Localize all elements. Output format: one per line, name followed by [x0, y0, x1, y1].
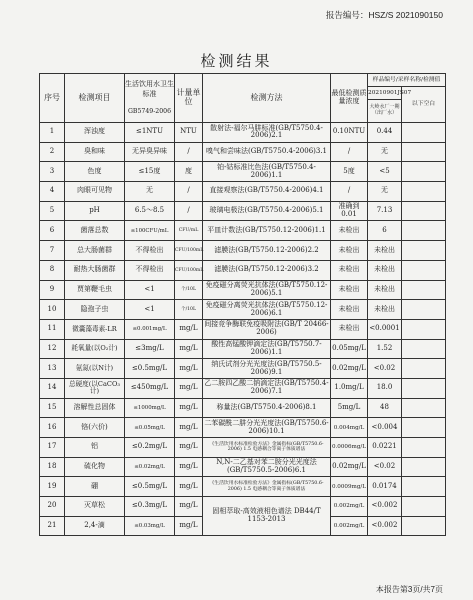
row-item: pH	[65, 201, 125, 221]
row-min-limit: 未检出	[331, 260, 368, 280]
row-limit: ≤1000mg/L	[125, 398, 175, 418]
table-row	[40, 221, 446, 241]
row-min-limit: 0.10NTU	[331, 123, 368, 143]
row-min-limit: /	[331, 142, 368, 162]
row-blank	[402, 182, 446, 202]
row-blank	[402, 162, 446, 182]
row-result: <0.004	[368, 418, 402, 438]
row-limit: ≤450mg/L	[125, 378, 175, 398]
row-no: 18	[40, 457, 65, 477]
header-sample-name: 大岭水厂一期（出厂水）	[368, 100, 402, 123]
row-limit: ≤0.3mg/L	[125, 497, 175, 517]
row-item: 硫化物	[65, 457, 125, 477]
row-no: 13	[40, 359, 65, 379]
row-result: 未检出	[368, 260, 402, 280]
table-row	[40, 182, 446, 202]
row-no: 2	[40, 142, 65, 162]
row-unit: mg/L	[175, 438, 203, 458]
table-row	[40, 300, 446, 320]
row-result: 0.44	[368, 123, 402, 143]
row-limit: ≤0.001mg/L	[125, 319, 175, 339]
row-result: 0.0174	[368, 477, 402, 497]
row-unit: mg/L	[175, 457, 203, 477]
row-no: 12	[40, 339, 65, 359]
row-item: 氨氮(以N计)	[65, 359, 125, 379]
row-item: 肉眼可见物	[65, 182, 125, 202]
row-blank	[402, 201, 446, 221]
row-no: 19	[40, 477, 65, 497]
row-no: 15	[40, 398, 65, 418]
table-row	[40, 123, 446, 143]
table-row	[40, 359, 446, 379]
row-unit: 个/10L	[175, 280, 203, 300]
header-sample-id: 20210901JS07	[368, 87, 402, 100]
row-item: 臭和味	[65, 142, 125, 162]
header-method: 检测方法	[203, 74, 331, 123]
row-blank	[402, 123, 446, 143]
row-method: N,N-二乙基对苯二胺分光光度法(GB/T5750.5-2006)6.1	[203, 457, 331, 477]
table-row	[40, 418, 446, 438]
row-min-limit: 未检出	[331, 300, 368, 320]
row-no: 9	[40, 280, 65, 300]
row-min-limit: 5度	[331, 162, 368, 182]
table-row	[40, 477, 446, 497]
row-min-limit: 0.05mg/L	[331, 339, 368, 359]
row-method: 固相萃取-高效液相色谱法 DB44/T 1153-2013	[203, 497, 331, 536]
row-min-limit: 未检出	[331, 280, 368, 300]
row-result: <0.002	[368, 516, 402, 536]
row-no: 6	[40, 221, 65, 241]
row-min-limit: 未检出	[331, 319, 368, 339]
table-row	[40, 162, 446, 182]
row-item: 菌落总数	[65, 221, 125, 241]
row-unit: CFU/mL	[175, 221, 203, 241]
row-result: 未检出	[368, 280, 402, 300]
row-no: 20	[40, 497, 65, 517]
row-no: 7	[40, 241, 65, 261]
row-method: 免疫磁分离荧光抗体法(GB/T5750.12-2006)5.1	[203, 280, 331, 300]
row-blank	[402, 516, 446, 536]
row-unit: mg/L	[175, 359, 203, 379]
row-limit: <1	[125, 300, 175, 320]
table-row	[40, 142, 446, 162]
row-unit: mg/L	[175, 418, 203, 438]
row-item: 色度	[65, 162, 125, 182]
row-blank	[402, 300, 446, 320]
row-limit: ≤100CFU/mL	[125, 221, 175, 241]
row-unit: mg/L	[175, 319, 203, 339]
row-item: 浑浊度	[65, 123, 125, 143]
row-unit: /	[175, 201, 203, 221]
row-limit: ≤0.5mg/L	[125, 477, 175, 497]
row-blank	[402, 142, 446, 162]
row-min-limit: 0.002mg/L	[331, 497, 368, 517]
row-result: <0.02	[368, 457, 402, 477]
row-unit: /	[175, 142, 203, 162]
row-limit: ≤0.05mg/L	[125, 418, 175, 438]
row-blank	[402, 477, 446, 497]
table-row	[40, 398, 446, 418]
row-method: 散射法-福尔马肼标准(GB/T5750.4-2006)2.1	[203, 123, 331, 143]
header-standard	[125, 74, 175, 123]
row-unit: CFU/100mL	[175, 241, 203, 261]
row-unit: CFU/100mL	[175, 260, 203, 280]
row-min-limit: 0.02mg/L	[331, 359, 368, 379]
row-result: <0.0001	[368, 319, 402, 339]
row-blank	[402, 221, 446, 241]
row-limit: ≤0.2mg/L	[125, 438, 175, 458]
row-limit: ≤1NTU	[125, 123, 175, 143]
row-no: 8	[40, 260, 65, 280]
row-result: 无	[368, 182, 402, 202]
row-no: 1	[40, 123, 65, 143]
header-standard-code: GB5749-2006	[127, 107, 172, 115]
row-result: <0.02	[368, 359, 402, 379]
row-result: <5	[368, 162, 402, 182]
row-limit: 不得检出	[125, 260, 175, 280]
row-limit: ≤15度	[125, 162, 175, 182]
row-blank	[402, 457, 446, 477]
header-blank-note: 以下空白	[402, 87, 446, 123]
header-unit: 计量单位	[175, 74, 203, 123]
row-min-limit: 5mg/L	[331, 398, 368, 418]
row-method: 乙二胺四乙酸二钠滴定法(GB/T5750.4-2006)7.1	[203, 378, 331, 398]
row-no: 4	[40, 182, 65, 202]
row-unit: mg/L	[175, 378, 203, 398]
row-method: 免疫磁分离荧光抗体法(GB/T5750.12-2006)6.1	[203, 300, 331, 320]
row-item: 贾第鞭毛虫	[65, 280, 125, 300]
row-item: 铝	[65, 438, 125, 458]
table-row	[40, 241, 446, 261]
row-min-limit: 1.0mg/L	[331, 378, 368, 398]
row-method: 二苯碳酰二肼分光光度法(GB/T5750.6-2006)10.1	[203, 418, 331, 438]
row-limit: ≤0.02mg/L	[125, 457, 175, 477]
row-result: 6	[368, 221, 402, 241]
row-min-limit: 0.0006mg/L	[331, 438, 368, 458]
table-row	[40, 280, 446, 300]
row-min-limit: 0.0009mg/L	[331, 477, 368, 497]
row-method: 滤膜法(GB/T5750.12-2006)2.2	[203, 241, 331, 261]
row-blank	[402, 359, 446, 379]
row-min-limit: /	[331, 182, 368, 202]
row-result: 1.52	[368, 339, 402, 359]
row-blank	[402, 378, 446, 398]
row-method: 平皿计数法(GB/T5750.12-2006)1.1	[203, 221, 331, 241]
row-blank	[402, 497, 446, 517]
row-method: 称量法(GB/T5750.4-2006)8.1	[203, 398, 331, 418]
row-unit: mg/L	[175, 516, 203, 536]
row-blank	[402, 398, 446, 418]
row-unit: mg/L	[175, 477, 203, 497]
row-item: 总硬度(以CaCO₃计)	[65, 378, 125, 398]
row-blank	[402, 438, 446, 458]
results-table	[39, 73, 446, 536]
row-result: 48	[368, 398, 402, 418]
row-method: 玻璃电极法(GB/T5750.4-2006)5.1	[203, 201, 331, 221]
table-row	[40, 438, 446, 458]
table-row	[40, 378, 446, 398]
header-item: 检测项目	[65, 74, 125, 123]
row-item: 隐孢子虫	[65, 300, 125, 320]
row-method: 《生活饮用水标准检验方法》金属指标(GB/T5750.6-2006) 1.5 电感耦合等离子体质谱法	[203, 438, 331, 458]
row-limit: ≤0.03mg/L	[125, 516, 175, 536]
header-no: 序号	[40, 74, 65, 123]
row-item: 总大肠菌群	[65, 241, 125, 261]
row-no: 11	[40, 319, 65, 339]
row-no: 17	[40, 438, 65, 458]
row-result: 未检出	[368, 300, 402, 320]
row-item: 2,4-滴	[65, 516, 125, 536]
row-unit: mg/L	[175, 398, 203, 418]
row-limit: ≤3mg/L	[125, 339, 175, 359]
row-blank	[402, 241, 446, 261]
row-method: 滤膜法(GB/T5750.12-2006)3.2	[203, 260, 331, 280]
row-unit: /	[175, 182, 203, 202]
row-unit: 个/10L	[175, 300, 203, 320]
row-method: 直接观察法(GB/T5750.4-2006)4.1	[203, 182, 331, 202]
row-no: 5	[40, 201, 65, 221]
row-min-limit: 准确到0.01	[331, 201, 368, 221]
row-limit: 6.5～8.5	[125, 201, 175, 221]
report-number: 报告编号：HSZ/S 2021090150	[325, 10, 443, 20]
table-row	[40, 319, 446, 339]
row-blank	[402, 339, 446, 359]
row-method: 嗅气和尝味法(GB/T5750.4-2006)3.1	[203, 142, 331, 162]
row-item: 溶解性总固体	[65, 398, 125, 418]
row-blank	[402, 418, 446, 438]
row-no: 21	[40, 516, 65, 536]
header-min-limit: 最低检测质量浓度	[331, 74, 368, 123]
row-no: 3	[40, 162, 65, 182]
row-blank	[402, 319, 446, 339]
table-row	[40, 201, 446, 221]
row-method: 铂-钴标准比色法(GB/T5750.4-2006)1.1	[203, 162, 331, 182]
row-limit: <1	[125, 280, 175, 300]
row-limit: 无异臭异味	[125, 142, 175, 162]
row-result: 无	[368, 142, 402, 162]
row-item: 灭草松	[65, 497, 125, 517]
row-result: 0.0221	[368, 438, 402, 458]
row-unit: NTU	[175, 123, 203, 143]
row-limit: ≤0.5mg/L	[125, 359, 175, 379]
row-item: 硼	[65, 477, 125, 497]
row-unit: mg/L	[175, 497, 203, 517]
table-row	[40, 457, 446, 477]
row-unit: mg/L	[175, 339, 203, 359]
table-row	[40, 260, 446, 280]
row-method: 间接竞争酶联免疫吸附法(GB/T 20466-2006)	[203, 319, 331, 339]
row-item: 铬(六价)	[65, 418, 125, 438]
row-min-limit: 未检出	[331, 221, 368, 241]
table-row	[40, 497, 446, 517]
row-no: 16	[40, 418, 65, 438]
header-sample: 样品编号/采样名称/检测值	[368, 74, 446, 87]
row-result: <0.002	[368, 497, 402, 517]
row-min-limit: 0.002mg/L	[331, 516, 368, 536]
row-result: 18.0	[368, 378, 402, 398]
row-min-limit: 未检出	[331, 241, 368, 261]
table-row	[40, 339, 446, 359]
row-blank	[402, 260, 446, 280]
row-method: 酸性高锰酸钾滴定法(GB/T5750.7-2006)1.1	[203, 339, 331, 359]
row-method: 《生活饮用水标准检验方法》金属指标(GB/T5750.6-2006) 1.5 电感耦合等离子体质谱法	[203, 477, 331, 497]
row-blank	[402, 280, 446, 300]
row-unit: 度	[175, 162, 203, 182]
results-body	[40, 123, 446, 536]
page-title: 检测结果	[200, 52, 273, 70]
row-method: 纳氏试剂分光光度法(GB/T5750.5-2006)9.1	[203, 359, 331, 379]
row-item: 微囊藻毒素-LR	[65, 319, 125, 339]
row-item: 耐热大肠菌群	[65, 260, 125, 280]
row-result: 7.13	[368, 201, 402, 221]
row-min-limit: 0.02mg/L	[331, 457, 368, 477]
row-no: 14	[40, 378, 65, 398]
row-no: 10	[40, 300, 65, 320]
row-min-limit: 0.004mg/L	[331, 418, 368, 438]
row-item: 耗氧量(以O₂计)	[65, 339, 125, 359]
header-standard-title: 生活饮用水卫生标准	[125, 80, 174, 98]
page-footer: 本报告第3页/共7页	[375, 585, 443, 594]
row-limit: 不得检出	[125, 241, 175, 261]
row-result: 未检出	[368, 241, 402, 261]
row-limit: 无	[125, 182, 175, 202]
